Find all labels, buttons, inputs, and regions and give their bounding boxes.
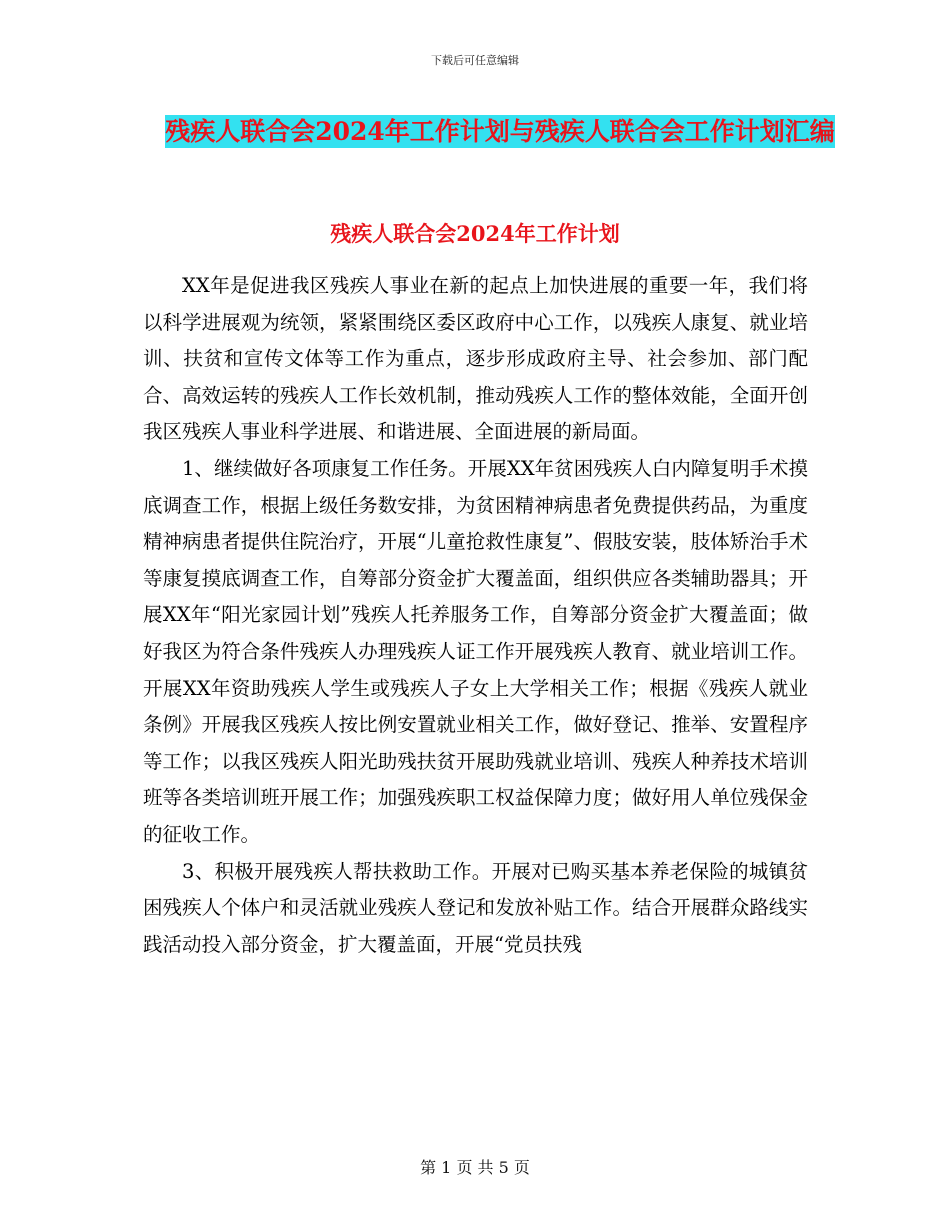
- page-indicator: 第 1 页 共 5 页: [420, 1158, 530, 1177]
- paragraph-intro: XX年是促进我区残疾人事业在新的起点上加快进展的重要一年，我们将以科学进展观为统领，紧紧围绕区委区政府中心工作，以残疾人康复、就业培训、扶贫和宣传文体等工作为重点，逐步形成政府主导、社会参加、部门配合、高效运转的残疾人工作长效机制，推动残疾人工作的整体效能，全面开创我区残疾人事业科学进展、和谐进展、全面进展的新局面。: [143, 274, 808, 444]
- paragraph-item-3: 3、积极开展残疾人帮扶救助工作。开展对已购买基本养老保险的城镇贫困残疾人个体户和灵活就业残疾人登记和发放补贴工作。结合开展群众路线实践活动投入部分资金，扩大覆盖面，开展“党员扶残: [143, 859, 808, 956]
- header-note: 下载后可任意编辑: [431, 54, 519, 67]
- document-title: [150, 108, 850, 155]
- paragraph-item-1: 1、继续做好各项康复工作任务。开展XX年贫困残疾人白内障复明手术摸底调查工作，根据上级任务数安排，为贫困精神病患者免费提供药品，为重度精神病患者提供住院治疗，开展“儿童抢救性康复”、假肢安装，肢体矫治手术等康复摸底调查工作，自筹部分资金扩大覆盖面，组织供应各类辅助器具；开展XX年“阳光家园计划”残疾人托养服务工作，自筹部分资金扩大覆盖面；做好我区为符合条件残疾人办理残疾人证工作开展残疾人教育、就业培训工作。开展XX年资助残疾人学生或残疾人子女上大学相关工作；根据《残疾人就业条例》开展我区残疾人按比例安置就业相关工作，做好登记、推举、安置程序等工作；以我区残疾人阳光助残扶贫开展助残就业培训、残疾人种养技术培训班等各类培训班开展工作；加强残疾职工权益保障力度；做好用人单位残保金的征收工作。: [143, 456, 808, 846]
- document-body: [143, 268, 808, 963]
- section-title: 残疾人联合会2024年工作计划: [330, 221, 620, 246]
- document-title-text: 残疾人联合会2024年工作计划与残疾人联合会工作计划汇编: [165, 117, 835, 146]
